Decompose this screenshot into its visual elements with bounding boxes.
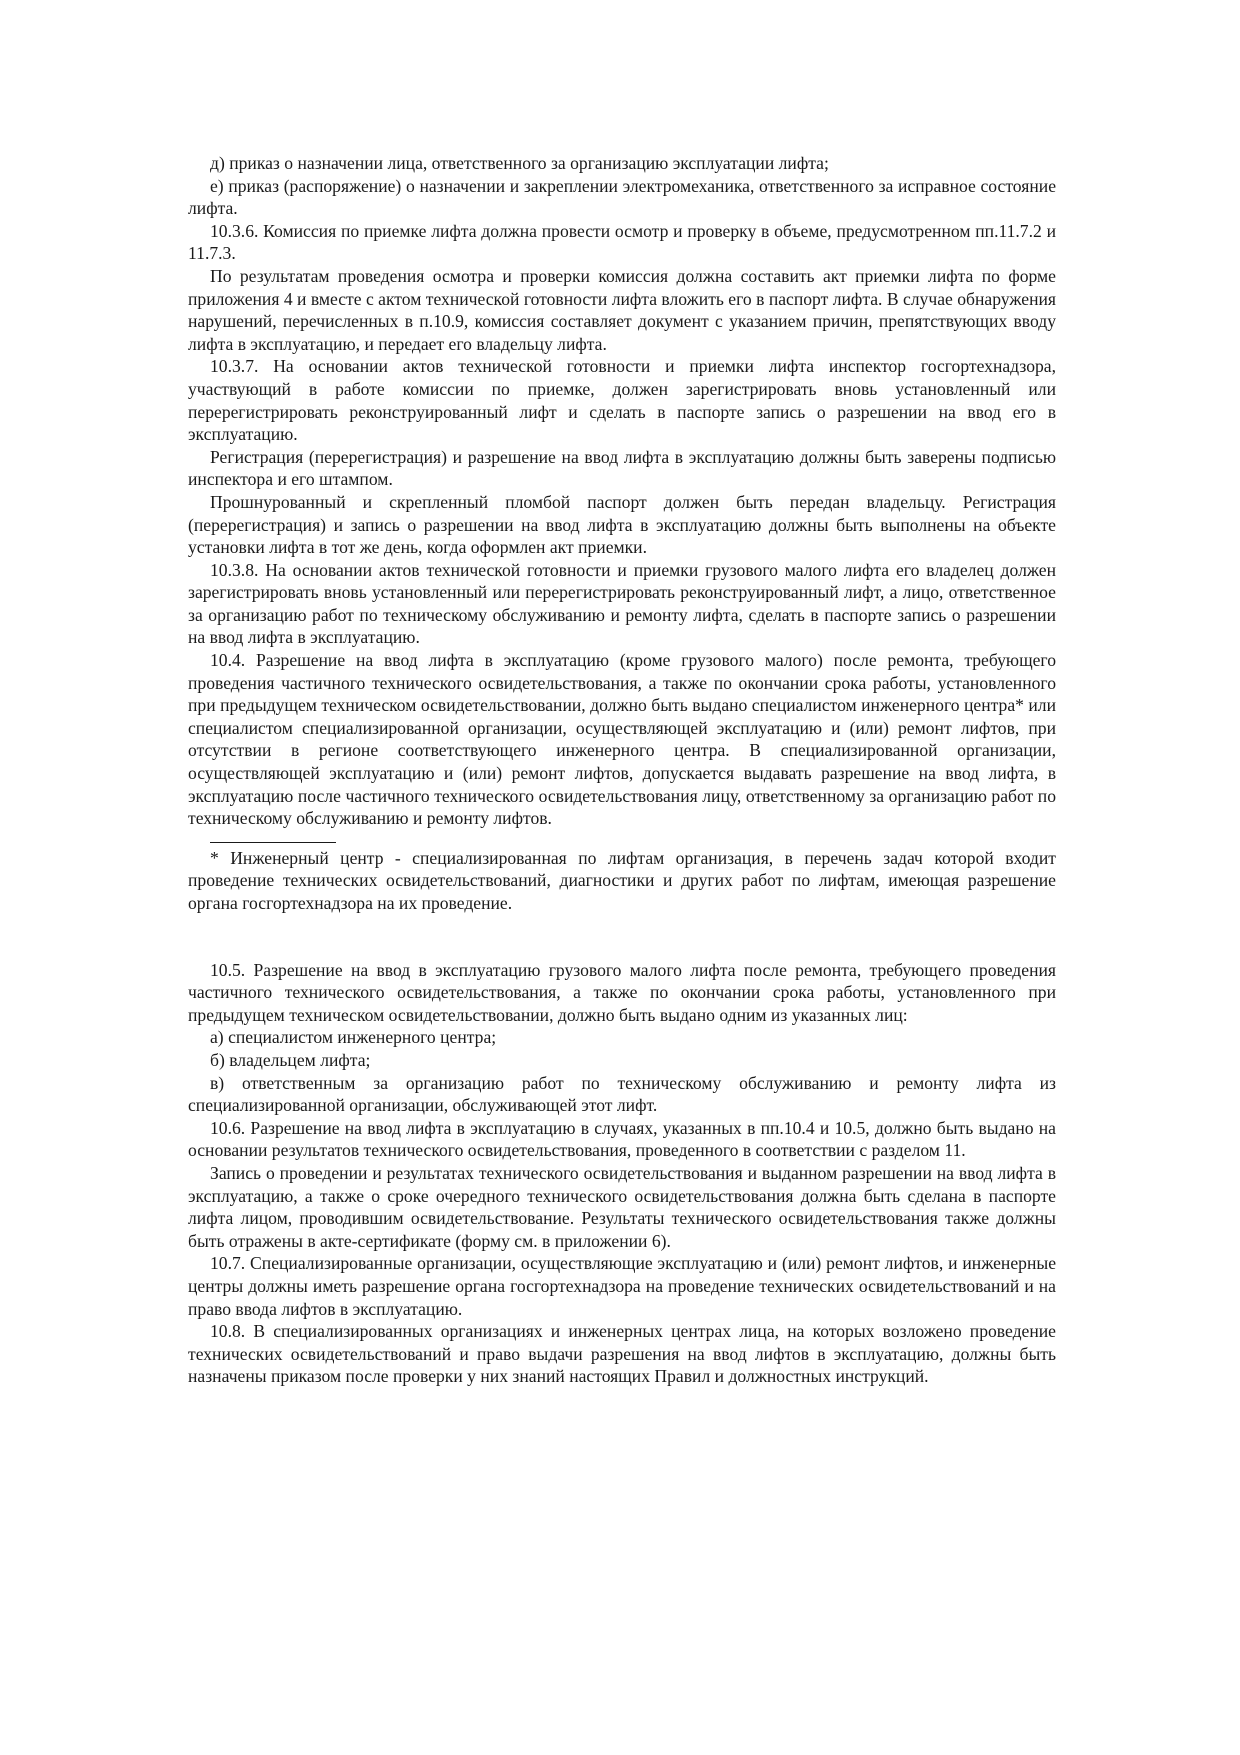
paragraph: д) приказ о назначении лица, ответственного за организацию эксплуатации лифта; (210, 153, 829, 173)
list-item: в) ответственным за организацию работ по техническому обслуживанию и ремонту лифта из специализированной организации, обслуживающей этот лифт. (188, 1072, 1056, 1116)
document-page (188, 152, 1056, 1388)
paragraph: 10.3.6. Комиссия по приемке лифта должна провести осмотр и проверку в объеме, предусмотренном пп.11.7.2 и 11.7.3. (188, 220, 1056, 264)
footnote-separator (210, 842, 336, 843)
paragraph: 10.7. Специализированные организации, осуществляющие эксплуатацию и (или) ремонт лифтов, и инженерные центры должны иметь разрешение органа госгортехнадзора на проведение технических освидетельствований и на право ввода лифтов в эксплуатацию. (188, 1253, 1056, 1319)
spacer (188, 937, 1056, 959)
paragraph: е) приказ (распоряжение) о назначении и закреплении электромеханика, ответственного за исправное состояние лифта. (188, 175, 1056, 219)
paragraph: 10.3.8. На основании актов технической готовности и приемки грузового малого лифта его владелец должен зарегистрировать вновь установленный или перерегистрировать реконструированный лифт, а лицо, ответственное за организацию работ по техническому обслуживанию и ремонту лифта, сделать в паспорте запись о разрешении на ввод лифта в эксплуатацию. (188, 559, 1056, 648)
footnote: * Инженерный центр - специализированная по лифтам организация, в перечень задач которой входит проведение технических освидетельствований, диагностики и других работ по лифтам, имеющая разрешение органа госгортехнадзора на их проведение. (188, 847, 1056, 913)
paragraph: Прошнурованный и скрепленный пломбой паспорт должен быть передан владельцу. Регистрация (перерегистрация) и запись о разрешении на ввод лифта в эксплуатацию должны быть выполнены на объекте установки лифта в тот же день, когда оформлен акт приемки. (188, 491, 1056, 558)
paragraph: Запись о проведении и результатах технического освидетельствования и выданном разрешении на ввод лифта в эксплуатацию, а также о сроке очередного технического освидетельствования должна быть сделана в паспорте лифта лицом, проводившим освидетельствование. Результаты технического освидетельствования также должны быть отражены в акте-сертификате (форму см. в приложении 6). (188, 1162, 1056, 1251)
paragraph: 10.4. Разрешение на ввод лифта в эксплуатацию (кроме грузового малого) после ремонта, требующего проведения частичного технического освидетельствования, а также по окончании срока работы, установленного при предыдущем техническом освидетельствовании, должно быть выдано специалистом инженерного центра* или специалистом специализированной организации, осуществляющей эксплуатацию и (или) ремонт лифтов, при отсутствии в регионе соответствующего инженерного центра. В специализированной организации, осуществляющей эксплуатацию и (или) ремонт лифтов, допускается выдавать разрешение на ввод лифта, в эксплуатацию после частичного технического освидетельствования лицу, ответственному за организацию работ по техническому обслуживанию и ремонту лифтов. (188, 650, 1056, 829)
paragraph: 10.8. В специализированных организациях и инженерных центрах лица, на которых возложено проведение технических освидетельствований и право выдачи разрешения на ввод лифтов в эксплуатацию, должны быть назначены приказом после проверки у них знаний настоящих Правил и должностных инструкций. (188, 1321, 1056, 1387)
paragraph: 10.6. Разрешение на ввод лифта в эксплуатацию в случаях, указанных в пп.10.4 и 10.5, должно быть выдано на основании результатов технического освидетельствования, проведенного в соответствии с разделом 11. (188, 1117, 1056, 1161)
spacer (188, 915, 1056, 937)
paragraph: 10.5. Разрешение на ввод в эксплуатацию грузового малого лифта после ремонта, требующего проведения частичного технического освидетельствования, а также по окончании срока работы, установленного при предыдущем техническом освидетельствовании, должно быть выдано одним из указанных лиц: (188, 959, 1056, 1025)
list-item: б) владельцем лифта; (210, 1049, 371, 1070)
paragraph: 10.3.7. На основании актов технической готовности и приемки лифта инспектор госгортехнадзора, участвующий в работе комиссии по приемке, должен зарегистрировать вновь установленный или перерегистрировать реконструированный лифт и сделать в паспорте запись о разрешении на ввод его в эксплуатацию. (188, 356, 1056, 445)
list-item: а) специалистом инженерного центра; (210, 1027, 497, 1048)
paragraph: По результатам проведения осмотра и проверки комиссия должна составить акт приемки лифта по форме приложения 4 и вместе с актом технической готовности лифта вложить его в паспорт лифта. В случае обнаружения нарушений, перечисленных в п.10.9, комиссия составляет документ с указанием причин, препятствующих вводу лифта в эксплуатацию, и передает его владельцу лифта. (188, 265, 1056, 354)
paragraph: Регистрация (перерегистрация) и разрешение на ввод лифта в эксплуатацию должны быть заверены подписью инспектора и его штампом. (188, 446, 1056, 490)
